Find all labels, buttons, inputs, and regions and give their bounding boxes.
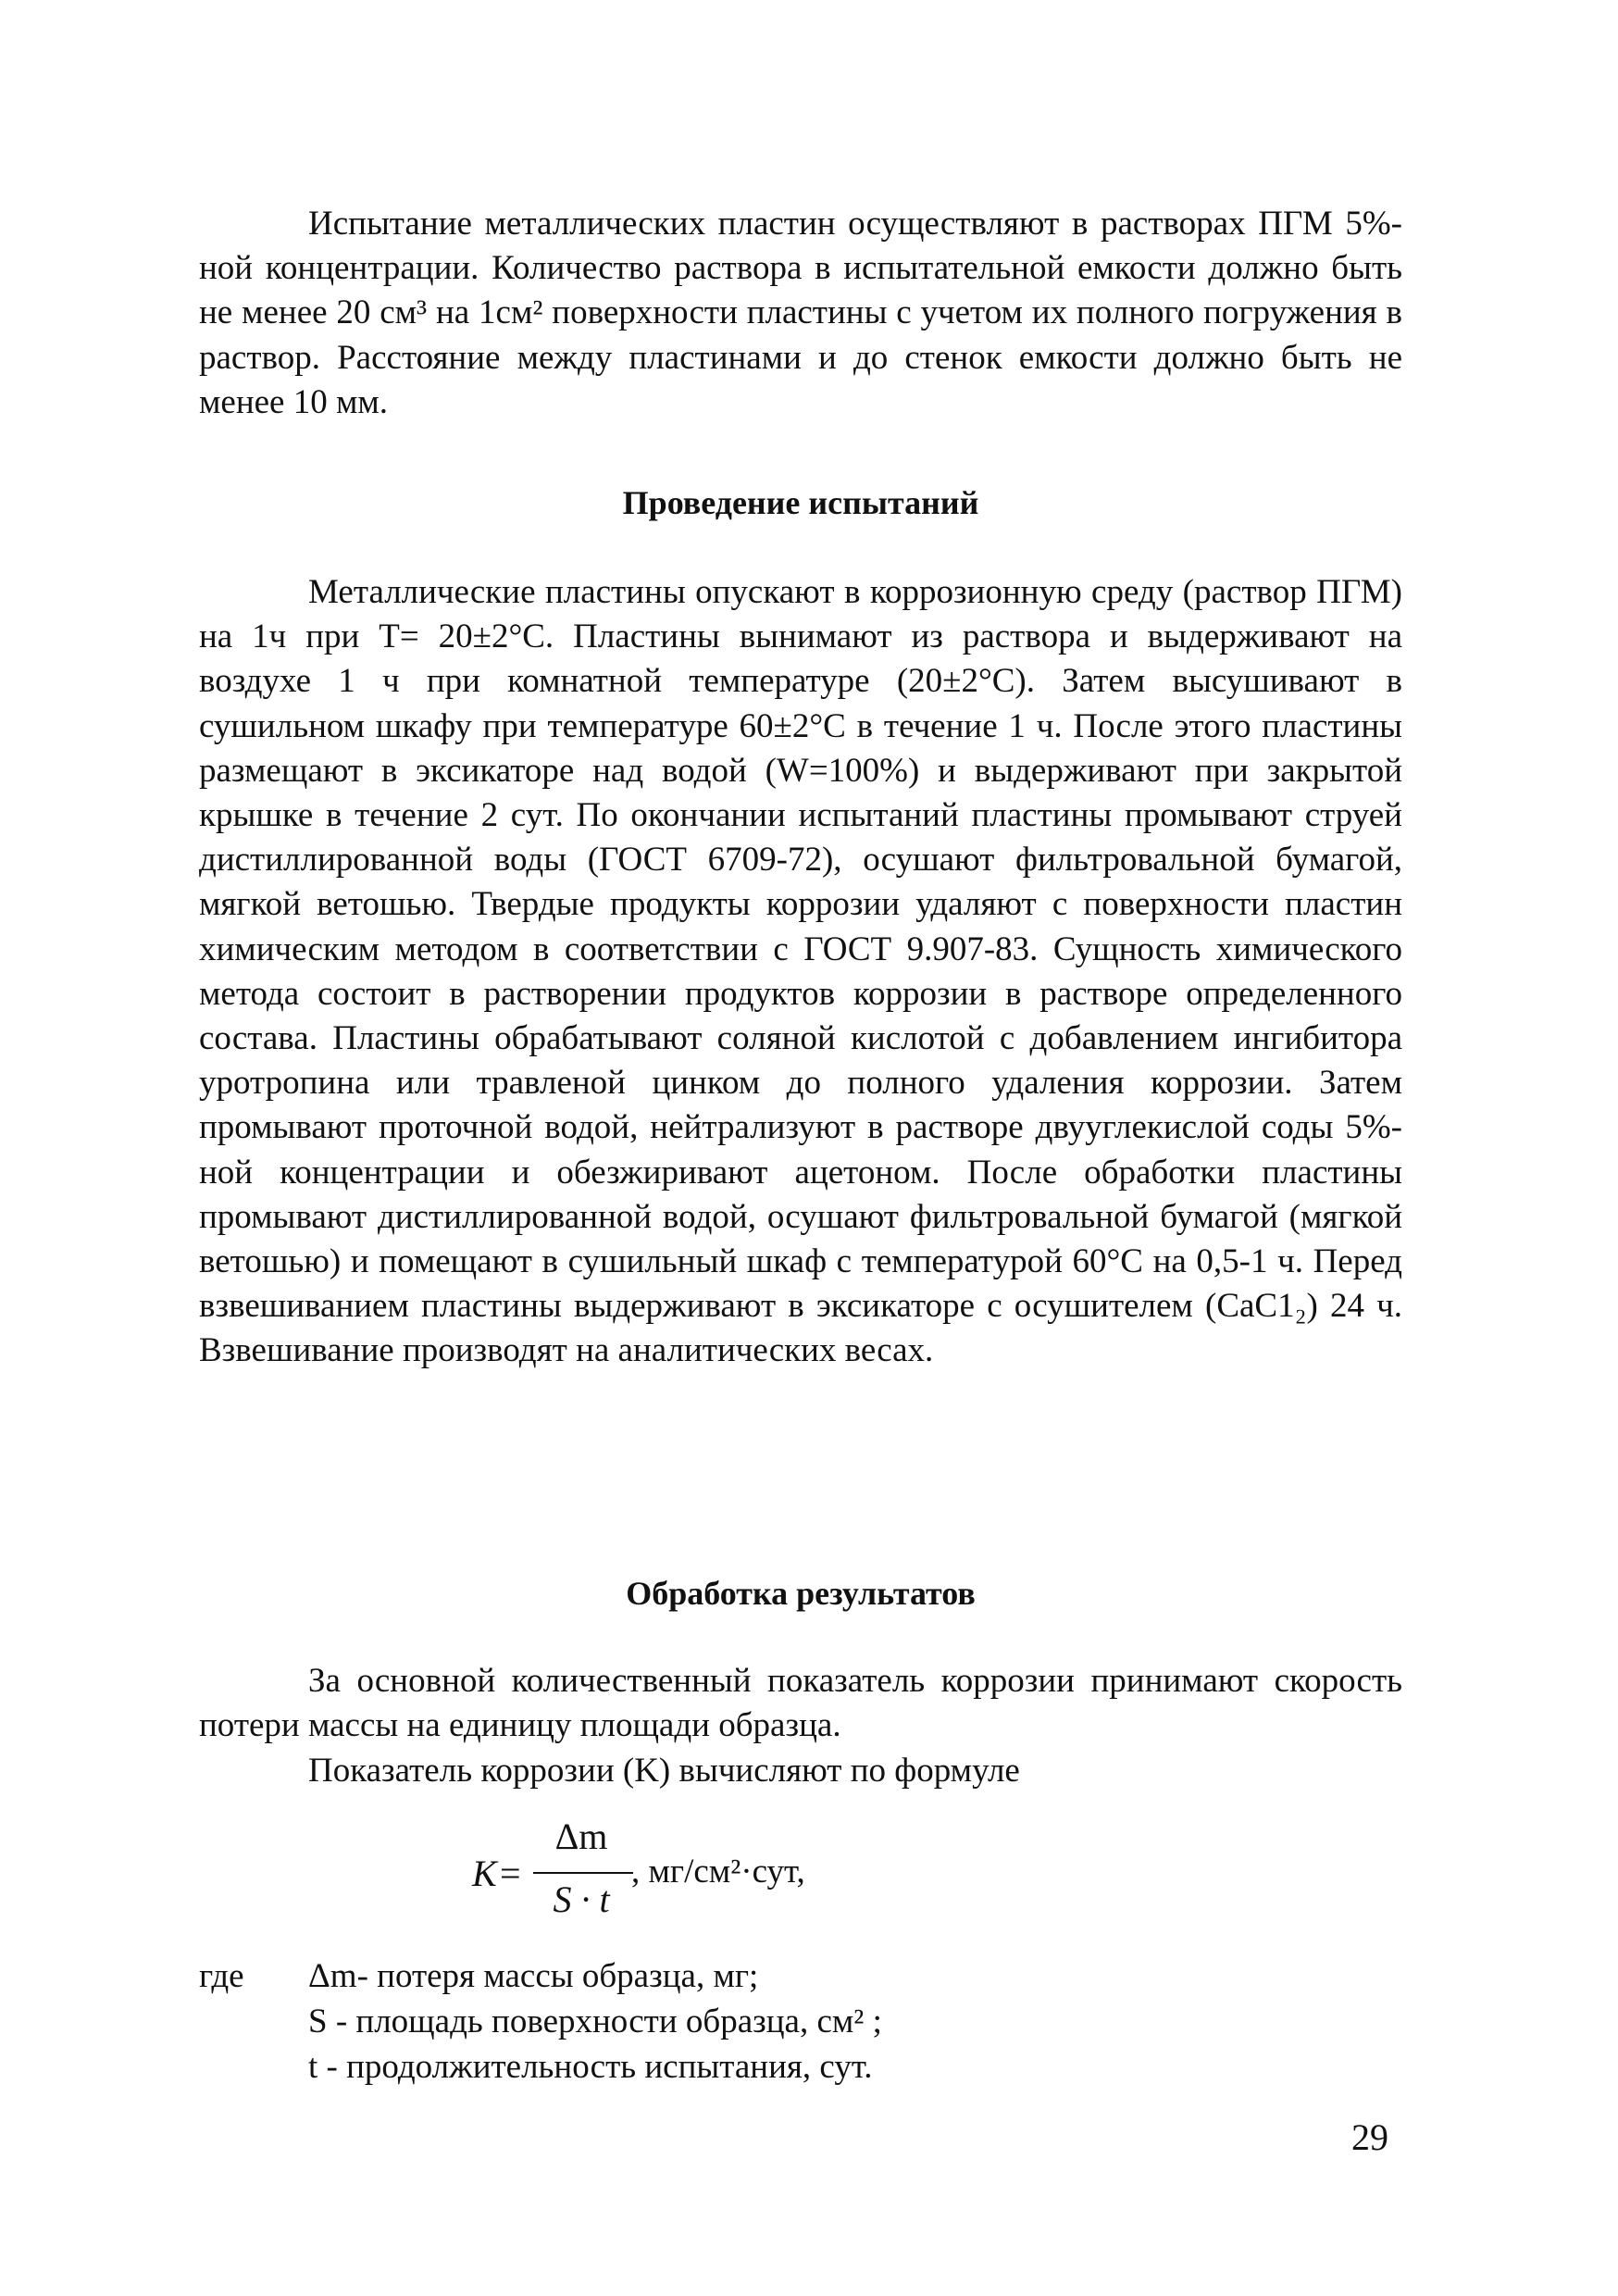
formula-units: , мг/см²·сут,	[631, 1853, 805, 1890]
formula-equals: =	[500, 1853, 521, 1894]
paragraph-test-conditions: Испытание металлических пластин осуществляют в растворах ПГМ 5%-ной концентрации. Количество раствора в испытательной емкости должно быть не менее 20 см³ на 1см² поверхности пластины с учетом их полного погружения в раствор. Расстояние между пластинами и до стенок емкости должно быть не менее 10 мм.	[199, 205, 1402, 421]
paragraph-corrosion-indicator: За основной количественный показатель коррозии принимают скорость потери массы на единицу площади образца.	[199, 1662, 1402, 1745]
definition-area: S - площадь поверхности образца, см² ;	[308, 2003, 882, 2040]
corrosion-formula	[472, 1815, 1027, 1953]
formula-numerator: Δm	[554, 1816, 608, 1857]
page-number: 29	[1351, 2116, 1388, 2158]
formula-lhs: K	[472, 1853, 497, 1894]
heading-results-processing: Обработка результатов	[626, 1575, 976, 1612]
heading-test-procedure: Проведение испытаний	[622, 484, 979, 521]
definition-delta-m: Δm- потеря массы образца, мг;	[308, 1957, 759, 1995]
paragraph-formula-intro: Показатель коррозии (K) вычисляют по формуле	[308, 1752, 1020, 1790]
paragraph-test-procedure: Металлические пластины опускают в коррозионную среду (раствор ПГМ) на 1ч при Т= 20±2°С. Пластины вынимают из раствора и выдерживают на воздухе 1 ч при комнатной температуре (20±2°С). Затем высушивают в сушильном шкафу при температуре 60±2°С в течение 1 ч. После этого пластины размещают в эксикаторе над водой (W=100%) и выдерживают при закрытой крышке в течение 2 сут. По окончании испытаний пластины промывают струей дистиллированной воды (ГОСТ 6709-72), осушают фильтровальной бумагой, мягкой ветошью. Твердые продукты коррозии удаляют с поверхности пластин химическим методом в соответствии с ГОСТ 9.907-83. Сущность химического метода состоит в растворении продуктов коррозии в растворе определенного состава. Пластины обрабатывают соляной кислотой с добавлением ингибитора уротропина или травленой цинком до полного удаления коррозии. Затем промывают проточной водой, нейтрализуют в растворе двууглекислой соды 5%-ной концентрации и обезжиривают ацетоном. После обработки пластины промывают дистиллированной водой, осушают фильтровальной бумагой (мягкой ветошью) и помещают в сушильный шкаф с температурой 60°С на 0,5-1 ч. Перед взвешиванием пластины выдерживают в эксикаторе с осушителем (СаС1₂) 24 ч. Взвешивание производят на аналитических весах.	[199, 573, 1402, 1370]
fraction-bar	[533, 1872, 633, 1874]
formula-denominator: S · t	[553, 1878, 610, 1920]
where-label: где	[199, 1957, 244, 1995]
definition-duration: t - продолжительность испытания, сут.	[308, 2048, 873, 2086]
